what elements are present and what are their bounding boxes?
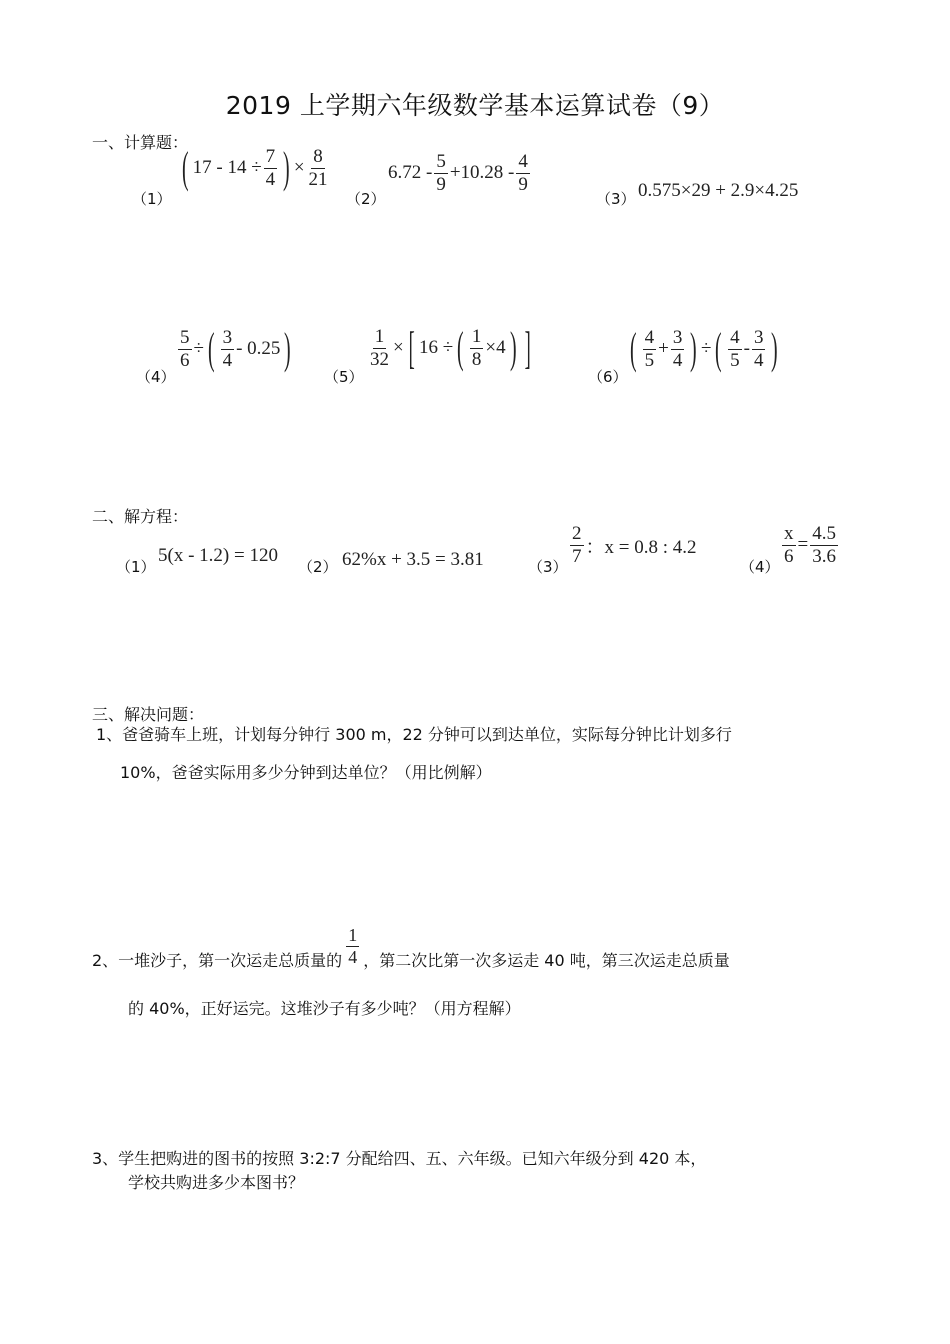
equation-4-label: （4） <box>740 558 780 576</box>
problem-2-expression: 6.72 - $\frac{5}{9}$ +10.28 - $\frac{4}{9}$ <box>388 151 528 195</box>
problem-5-expression: $\frac{1}{32}$ × [ 16 ÷ ( $\frac{1}{8}$ ×4 ) ] <box>370 322 531 373</box>
question-3-line-2: 学校共购进多少本图书？ <box>128 1173 305 1192</box>
equation-1: 5(x - 1.2) = 120 <box>158 545 278 566</box>
p5-fraction-1: $\frac{1}{32}$ <box>370 325 389 370</box>
p5-fraction-2: $\frac{1}{8}$ <box>471 325 482 370</box>
equation-3: $\frac{2}{7}$ ：x = 0.8 : 4.2 <box>572 523 697 567</box>
p4-fraction-1: $\frac{5}{6}$ <box>180 326 190 371</box>
paren-close: ) <box>283 143 290 192</box>
problem-3-label: （3） <box>596 190 636 208</box>
equation-2: 62%x + 3.5 = 3.81 <box>342 549 484 570</box>
problem-6-expression: ( $\frac{4}{5}$ + $\frac{3}{4}$ ) ÷ ( $\frac{4}{5}$ - $\frac{3}{4}$ ) <box>630 324 779 373</box>
section-3-heading: 三、解决问题： <box>92 705 205 724</box>
p2-fraction-2: $\frac{4}{9}$ <box>518 151 528 195</box>
q2-fraction: $\frac{1}{4}$ <box>348 925 358 968</box>
p1-times: × <box>293 157 305 178</box>
problem-4-label: （4） <box>136 368 176 386</box>
problem-1-expression <box>178 143 332 192</box>
question-1-line-1: 1、爸爸骑车上班，计划每分钟行 300 m，22 分钟可以到达单位，实际每分钟比计划多行 <box>96 725 732 744</box>
problem-5-label: （5） <box>324 368 364 386</box>
problem-4-expression: $\frac{5}{6}$ ÷ ( $\frac{3}{4}$ - 0.25 ) <box>180 324 292 373</box>
question-2-line-2: 的 40%，正好运完。这堆沙子有多少吨？（用方程解） <box>128 999 521 1018</box>
problem-6-label: （6） <box>588 368 628 386</box>
problem-3-expression: 0.575×29 + 2.9×4.25 <box>638 180 799 201</box>
p4-fraction-2: $\frac{3}{4}$ <box>222 326 233 371</box>
p2-fraction-1: $\frac{5}{9}$ <box>436 151 446 195</box>
section-2-heading: 二、解方程： <box>92 507 189 526</box>
problem-1-label: （1） <box>132 190 172 208</box>
p1-fraction-2: $\frac{8}{21}$ <box>308 145 328 190</box>
paren-open: ( <box>182 143 189 192</box>
problem-2-label: （2） <box>346 190 386 208</box>
equation-1-label: （1） <box>116 558 156 576</box>
equation-2-label: （2） <box>298 558 338 576</box>
question-1-line-2: 10%，爸爸实际用多少分钟到达单位？（用比例解） <box>120 763 492 782</box>
page-title: 2019 上学期六年级数学基本运算试卷（9） <box>225 91 725 120</box>
p1-term: 17 - 14 ÷ <box>192 157 262 178</box>
question-2-line-1: 2、一堆沙子，第一次运走总质量的 $\frac{1}{4}$ ，第二次比第一次多运走 40 吨，第三次运走总质量 <box>92 925 730 970</box>
section-1-heading: 一、计算题： <box>92 133 189 152</box>
question-3-line-1: 3、学生把购进的图书的按照 3:2:7 分配给四、五、六年级。已知六年级分到 420 本， <box>92 1149 707 1168</box>
equation-4: $\frac{x}{6}$ = $\frac{4.5}{3.6}$ <box>784 523 836 567</box>
equation-3-label: （3） <box>528 558 568 576</box>
p1-fraction-1: $\frac{7}{4}$ <box>265 145 276 190</box>
